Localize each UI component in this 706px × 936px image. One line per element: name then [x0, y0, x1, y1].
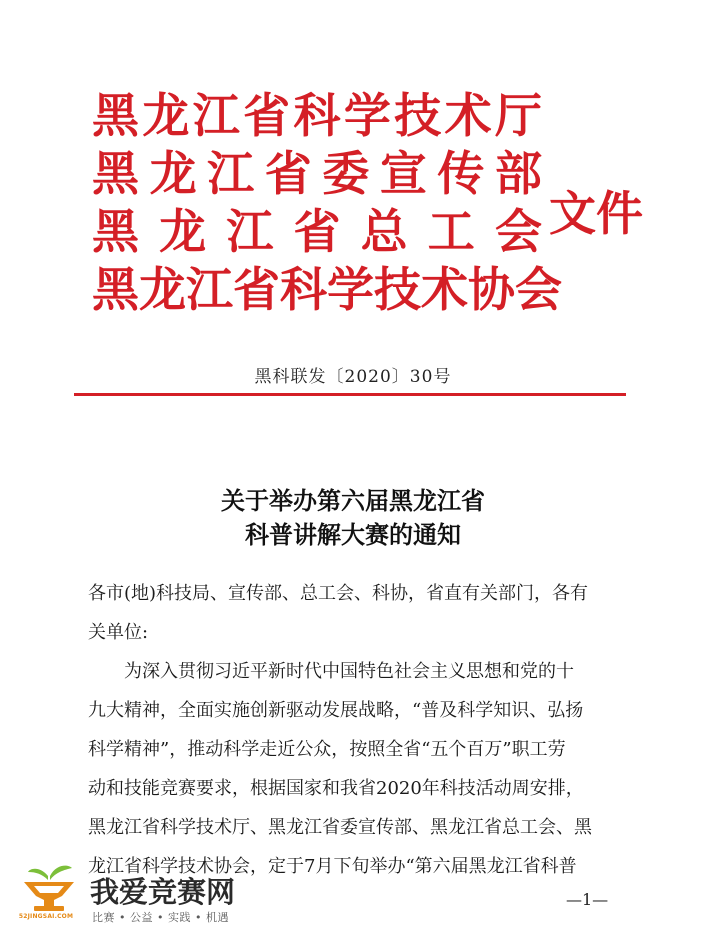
document-type-label: 文件 [549, 187, 643, 242]
title-line-1: 关于举办第六届黑龙江省 [221, 486, 485, 515]
issuer-line-3: 黑 龙 江 省 总 工 会 [92, 205, 542, 260]
title-line-2: 科普讲解大赛的通知 [245, 520, 461, 549]
body-line: 龙江省科学技术协会，定于7月下旬举办“第六届黑龙江省科普 [88, 856, 577, 877]
body-line: 为深入贯彻习近平新时代中国特色社会主义思想和党的十 [124, 661, 574, 682]
issuer-line-2: 黑 龙 江 省 委 宣 传 部 [92, 147, 542, 202]
page-number: —1— [566, 890, 609, 909]
body-line: 九大精神，全面实施创新驱动发展战略，“普及科学知识、弘扬 [88, 700, 584, 721]
issuer-line-1: 黑 龙 江 省 科 学 技 术 厅 [92, 89, 542, 144]
body-line: 各市(地)科技局、宣传部、总工会、科协，省直有关部门，各有 [88, 583, 589, 604]
body-line: 科学精神”，推动科学走近公众，按照全省“五个百万”职工劳 [88, 739, 566, 760]
watermark-tagline: 比赛 • 公益 • 实践 • 机遇 [92, 911, 229, 924]
issuer-header [92, 88, 562, 320]
watermark-logo [12, 862, 272, 930]
watermark-brand: 我爱竞赛网 [90, 875, 236, 909]
body-line: 动和技能竞赛要求，根据国家和我省2020年科技活动周安排， [88, 778, 584, 799]
document-body [88, 574, 622, 886]
watermark-site: 52JINGSAI.COM [18, 913, 74, 920]
document-title [0, 484, 706, 552]
red-divider [74, 393, 626, 396]
body-line: 关单位: [88, 622, 149, 643]
document-number: 黑科联发〔2020〕30号 [254, 367, 452, 387]
body-line: 黑龙江省科学技术厅、黑龙江省委宣传部、黑龙江省总工会、黑 [88, 817, 592, 838]
issuer-line-4: 黑 龙 江 省 科 学 技 术 协 会 [92, 263, 562, 318]
